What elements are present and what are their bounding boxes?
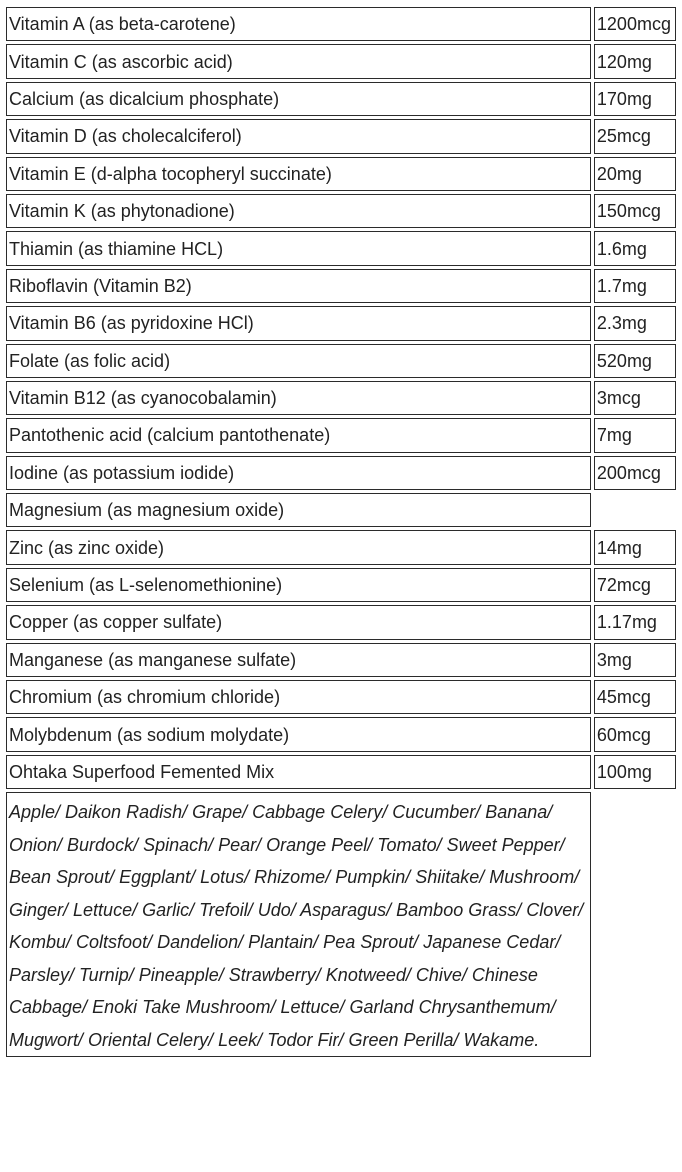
table-row [6, 605, 676, 639]
nutrient-amount-cell: 72mcg [594, 568, 676, 602]
nutrient-amount-cell: 3mcg [594, 381, 676, 415]
nutrient-amount-cell: 1.17mg [594, 605, 676, 639]
nutrient-name-cell: Iodine (as potassium iodide) [6, 456, 591, 490]
nutrient-amount-cell: 20mg [594, 157, 676, 191]
ingredients-row [6, 792, 676, 1057]
nutrient-amount-cell: 1200mcg [594, 7, 676, 41]
nutrient-name-cell: Pantothenic acid (calcium pantothenate) [6, 418, 591, 452]
table-row [6, 418, 676, 452]
nutrient-name-cell: Vitamin K (as phytonadione) [6, 194, 591, 228]
nutrient-name-cell: Riboflavin (Vitamin B2) [6, 269, 591, 303]
nutrient-name-cell: Molybdenum (as sodium molydate) [6, 717, 591, 751]
ingredients-empty-cell [594, 792, 676, 1057]
nutrient-name-cell: Folate (as folic acid) [6, 344, 591, 378]
table-row [6, 82, 676, 116]
nutrient-name-cell: Vitamin C (as ascorbic acid) [6, 44, 591, 78]
table-row [6, 119, 676, 153]
nutrient-name-cell: Manganese (as manganese sulfate) [6, 643, 591, 677]
nutrient-name-cell: Vitamin A (as beta-carotene) [6, 7, 591, 41]
nutrient-name-cell: Vitamin B12 (as cyanocobalamin) [6, 381, 591, 415]
nutrient-name-cell: Calcium (as dicalcium phosphate) [6, 82, 591, 116]
nutrient-amount-cell: 1.7mg [594, 269, 676, 303]
table-row [6, 717, 676, 751]
nutrient-name-cell: Thiamin (as thiamine HCL) [6, 231, 591, 265]
table-row [6, 344, 676, 378]
table-row [6, 269, 676, 303]
table-row [6, 530, 676, 564]
table-row [6, 306, 676, 340]
nutrient-amount-cell: 170mg [594, 82, 676, 116]
table-row [6, 643, 676, 677]
table-row [6, 194, 676, 228]
nutrient-amount-cell: 100mg [594, 755, 676, 789]
nutrient-name-cell: Vitamin E (d-alpha tocopheryl succinate) [6, 157, 591, 191]
nutrient-amount-empty-cell [594, 493, 676, 527]
table-row [6, 493, 676, 527]
table-row [6, 231, 676, 265]
table-row [6, 568, 676, 602]
nutrient-name-cell: Zinc (as zinc oxide) [6, 530, 591, 564]
nutrient-amount-cell: 3mg [594, 643, 676, 677]
table-row [6, 44, 676, 78]
nutrient-name-cell: Ohtaka Superfood Femented Mix [6, 755, 591, 789]
nutrient-amount-cell: 120mg [594, 44, 676, 78]
table-row [6, 680, 676, 714]
nutrient-amount-cell: 1.6mg [594, 231, 676, 265]
table-row [6, 7, 676, 41]
nutrient-amount-cell: 7mg [594, 418, 676, 452]
table-row [6, 381, 676, 415]
nutrient-amount-cell: 45mcg [594, 680, 676, 714]
nutrient-name-cell: Copper (as copper sulfate) [6, 605, 591, 639]
nutrient-amount-cell: 25mcg [594, 119, 676, 153]
table-row [6, 755, 676, 789]
nutrient-name-cell: Chromium (as chromium chloride) [6, 680, 591, 714]
nutrient-table-body [6, 7, 676, 1057]
nutrient-name-cell: Selenium (as L-selenomethionine) [6, 568, 591, 602]
nutrient-amount-cell: 2.3mg [594, 306, 676, 340]
nutrient-name-cell: Vitamin B6 (as pyridoxine HCl) [6, 306, 591, 340]
nutrient-name-cell: Magnesium (as magnesium oxide) [6, 493, 591, 527]
nutrient-amount-cell: 520mg [594, 344, 676, 378]
nutrient-amount-cell: 60mcg [594, 717, 676, 751]
table-row [6, 456, 676, 490]
nutrient-table [3, 4, 679, 1060]
nutrient-amount-cell: 14mg [594, 530, 676, 564]
ingredients-cell: Apple/ Daikon Radish/ Grape/ Cabbage Celery/ Cucumber/ Banana/ Onion/ Burdock/ Spinach/ Pear/ Orange Peel/ Tomato/ Sweet Pepper/ Bean Sprout/ Eggplant/ Lotus/ Rhizome/ Pumpkin/ Shiitake/ Mushroom/ Ginger/ Lettuce/ Garlic/ Trefoil/ Udo/ Asparagus/ Bamboo Grass/ Clover/ Kombu/ Coltsfoot/ Dandelion/ Plantain/ Pea Sprout/ Japanese Cedar/ Parsley/ Turnip/ Pineapple/ Strawberry/ Knotweed/ Chive/ Chinese Cabbage/ Enoki Take Mushroom/ Lettuce/ Garland Chrysanthemum/ Mugwort/ Oriental Celery/ Leek/ Todor Fir/ Green Perilla/ Wakame. [6, 792, 591, 1057]
nutrient-amount-cell: 200mcg [594, 456, 676, 490]
table-row [6, 157, 676, 191]
nutrient-name-cell: Vitamin D (as cholecalciferol) [6, 119, 591, 153]
nutrient-amount-cell: 150mcg [594, 194, 676, 228]
